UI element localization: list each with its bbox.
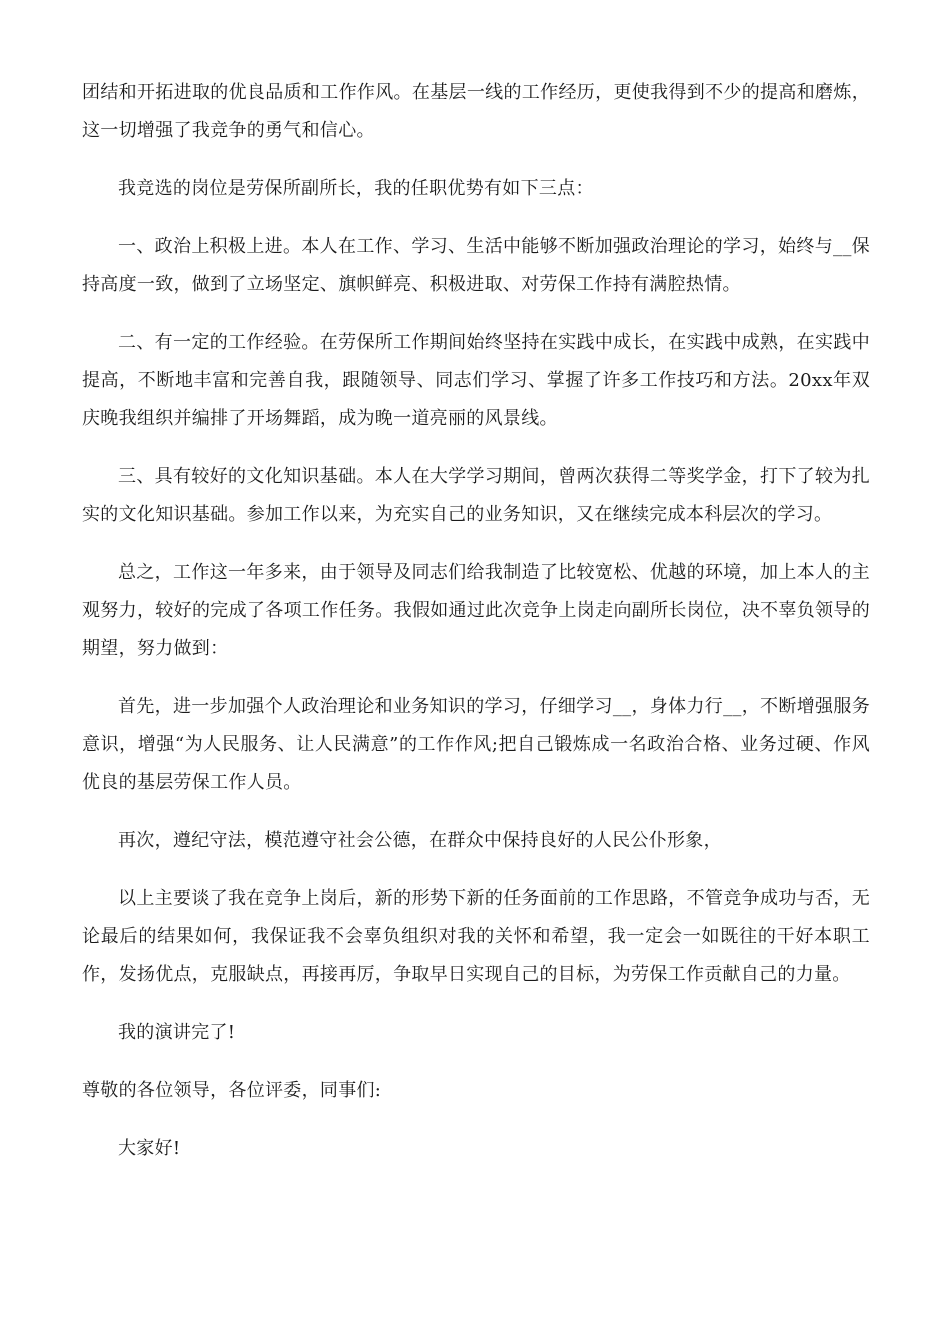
paragraph: 以上主要谈了我在竞争上岗后，新的形势下新的任务面前的工作思路，不管竞争成功与否，无论最后的结果如何，我保证我不会辜负组织对我的关怀和希望，我一定会一如既往的干好本职工作，发扬优点，克服缺点，再接再厉，争取早日实现自己的目标，为劳保工作贡献自己的力量。 — [82, 888, 870, 985]
paragraph: 尊敬的各位领导，各位评委，同事们: — [82, 1080, 382, 1101]
paragraph: 一、政治上积极上进。本人在工作、学习、生活中能够不断加强政治理论的学习，始终与__保持高度一致，做到了立场坚定、旗帜鲜亮、积极进取、对劳保工作持有满腔热情。 — [82, 236, 870, 295]
paragraph: 我竞选的岗位是劳保所副所长，我的任职优势有如下三点： — [118, 178, 594, 199]
paragraph: 二、有一定的工作经验。在劳保所工作期间始终坚持在实践中成长，在实践中成熟，在实践中提高，不断地丰富和完善自我，跟随领导、同志们学习、掌握了许多工作技巧和方法。20xx年双庆晚我组织并编排了开场舞蹈，成为晚一道亮丽的风景线。 — [82, 332, 870, 429]
paragraph: 再次，遵纪守法，模范遵守社会公德，在群众中保持良好的人民公仆形象， — [118, 830, 722, 851]
document-body — [82, 74, 870, 1168]
paragraph: 大家好! — [118, 1138, 181, 1159]
paragraph: 首先，进一步加强个人政治理论和业务知识的学习，仔细学习__，身体力行__，不断增强服务意识，增强“为人民服务、让人民满意”的工作作风;把自己锻炼成一名政治合格、业务过硬、作风优良的基层劳保工作人员。 — [82, 696, 870, 793]
paragraph: 我的演讲完了! — [118, 1022, 236, 1043]
paragraph: 团结和开拓进取的优良品质和工作作风。在基层一线的工作经历，更使我得到不少的提高和磨炼，这一切增强了我竞争的勇气和信心。 — [82, 82, 870, 141]
paragraph: 总之，工作这一年多来，由于领导及同志们给我制造了比较宽松、优越的环境，加上本人的主观努力，较好的完成了各项工作任务。我假如通过此次竞争上岗走向副所长岗位，决不辜负领导的期望，努力做到： — [82, 562, 870, 659]
paragraph: 三、具有较好的文化知识基础。本人在大学学习期间，曾两次获得二等奖学金，打下了较为扎实的文化知识基础。参加工作以来，为充实自己的业务知识，又在继续完成本科层次的学习。 — [82, 466, 870, 525]
